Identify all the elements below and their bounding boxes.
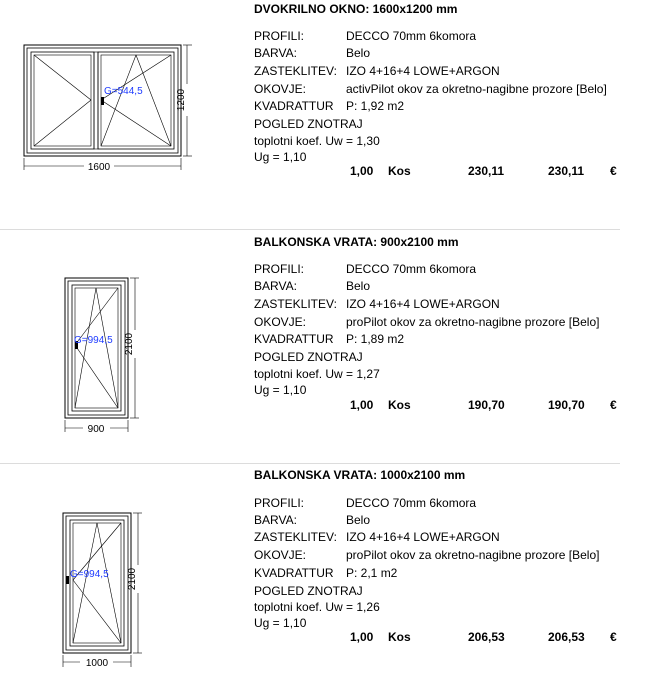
currency: € xyxy=(610,164,617,178)
spec-value: IZO 4+16+4 LOWE+ARGON xyxy=(346,64,500,78)
unit: Kos xyxy=(388,630,411,644)
total-price: 206,53 xyxy=(548,630,585,644)
spec-value: DECCO 70mm 6komora xyxy=(346,262,477,276)
spec-value: P: 1,92 m2 xyxy=(346,99,405,113)
height-dimension: 1200 xyxy=(176,88,187,112)
spec-label: OKOVJE: xyxy=(254,82,307,96)
height-dimension: 2100 xyxy=(127,567,138,591)
spec-row xyxy=(254,315,599,329)
uw-coefficient: toplotni koef. Uw = 1,26 xyxy=(254,600,380,614)
view-note: POGLED ZNOTRAJ xyxy=(254,350,363,364)
unit-price: 206,53 xyxy=(468,630,505,644)
width-dimension: 1600 xyxy=(87,162,111,173)
spec-row xyxy=(254,332,404,346)
spec-label: OKOVJE: xyxy=(254,315,307,329)
width-dimension: 1000 xyxy=(85,658,109,669)
spec-label: PROFILI: xyxy=(254,496,305,510)
spec-row xyxy=(254,548,599,562)
spec-label: PROFILI: xyxy=(254,29,305,43)
spec-label: ZASTEKLITEV: xyxy=(254,64,337,78)
spec-value: Belo xyxy=(346,513,371,527)
item-title: BALKONSKA VRATA: 1000x2100 mm xyxy=(254,468,466,482)
spec-label: PROFILI: xyxy=(254,262,305,276)
spec-label: BARVA: xyxy=(254,513,297,527)
spec-row xyxy=(254,513,370,527)
currency: € xyxy=(610,398,617,412)
spec-value: proPilot okov za okretno-nagibne prozore [Belo] xyxy=(346,548,600,562)
spec-row xyxy=(254,279,370,293)
width-dimension: 900 xyxy=(87,424,105,435)
view-note: POGLED ZNOTRAJ xyxy=(254,584,363,598)
height-dimension: 2100 xyxy=(124,332,135,356)
spec-row xyxy=(254,82,607,96)
spec-value: proPilot okov za okretno-nagibne prozore [Belo] xyxy=(346,315,600,329)
spec-row xyxy=(254,262,476,276)
spec-label: BARVA: xyxy=(254,279,297,293)
unit: Kos xyxy=(388,398,411,412)
spec-row xyxy=(254,46,370,60)
spec-row xyxy=(254,297,500,311)
spec-row xyxy=(254,29,476,43)
item-title: DVOKRILNO OKNO: 1600x1200 mm xyxy=(254,2,458,16)
handle-icon xyxy=(66,576,69,584)
spec-label: KVADRATTUR xyxy=(254,332,334,346)
ug-coefficient: Ug = 1,10 xyxy=(254,616,307,630)
spec-value: DECCO 70mm 6komora xyxy=(346,29,477,43)
unit-price: 190,70 xyxy=(468,398,505,412)
spec-row xyxy=(254,566,397,580)
ug-coefficient: Ug = 1,10 xyxy=(254,150,307,164)
spec-value: P: 2,1 m2 xyxy=(346,566,398,580)
unit: Kos xyxy=(388,164,411,178)
spec-label: OKOVJE: xyxy=(254,548,307,562)
spec-value: activPilot okov za okretno-nagibne prozore [Belo] xyxy=(346,82,607,96)
item-title: BALKONSKA VRATA: 900x2100 mm xyxy=(254,235,459,249)
total-price: 190,70 xyxy=(548,398,585,412)
spec-label: KVADRATTUR xyxy=(254,566,334,580)
handle-height-label: G=994,5 xyxy=(74,335,113,346)
spec-value: Belo xyxy=(346,279,371,293)
door-drawing xyxy=(0,0,220,690)
spec-value: Belo xyxy=(346,46,371,60)
spec-label: BARVA: xyxy=(254,46,297,60)
spec-value: IZO 4+16+4 LOWE+ARGON xyxy=(346,530,500,544)
spec-label: ZASTEKLITEV: xyxy=(254,530,337,544)
quantity: 1,00 xyxy=(350,164,374,178)
spec-label: KVADRATTUR xyxy=(254,99,334,113)
quantity: 1,00 xyxy=(350,398,374,412)
ug-coefficient: Ug = 1,10 xyxy=(254,383,307,397)
total-price: 230,11 xyxy=(548,164,585,178)
quantity: 1,00 xyxy=(350,630,374,644)
spec-value: DECCO 70mm 6komora xyxy=(346,496,477,510)
view-note: POGLED ZNOTRAJ xyxy=(254,117,363,131)
currency: € xyxy=(610,630,617,644)
unit-price: 230,11 xyxy=(468,164,505,178)
spec-row xyxy=(254,99,404,113)
spec-row xyxy=(254,530,500,544)
spec-value: P: 1,89 m2 xyxy=(346,332,405,346)
spec-value: IZO 4+16+4 LOWE+ARGON xyxy=(346,297,500,311)
uw-coefficient: toplotni koef. Uw = 1,30 xyxy=(254,134,380,148)
handle-height-label: G=544,5 xyxy=(104,86,143,97)
uw-coefficient: toplotni koef. Uw = 1,27 xyxy=(254,367,380,381)
handle-height-label: G=994,5 xyxy=(70,569,109,580)
spec-row xyxy=(254,496,476,510)
spec-row xyxy=(254,64,500,78)
spec-label: ZASTEKLITEV: xyxy=(254,297,337,311)
